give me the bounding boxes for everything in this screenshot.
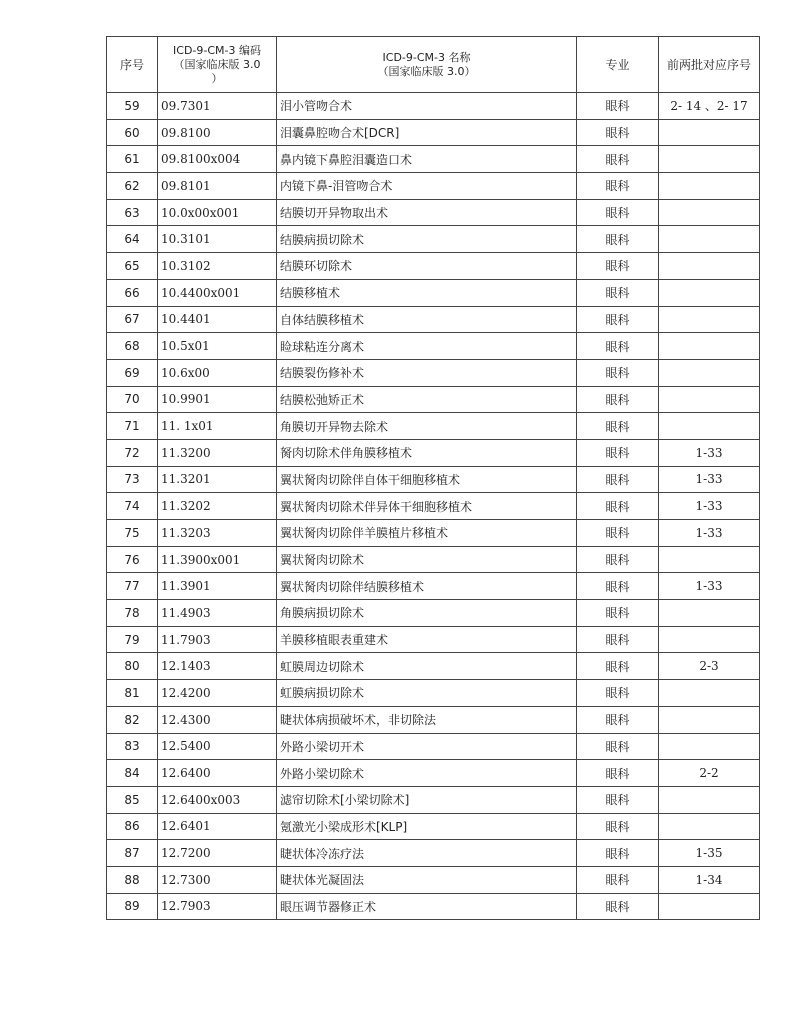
cell-prev [659,119,760,146]
cell-name: 泪囊鼻腔吻合术[DCR] [277,119,577,146]
cell-prev: 2-3 [659,653,760,680]
cell-prev [659,306,760,333]
cell-dept: 眼科 [577,386,659,413]
cell-name: 泪小管吻合术 [277,93,577,120]
table-row [107,493,760,520]
cell-dept: 眼科 [577,306,659,333]
table-row [107,813,760,840]
cell-no: 66 [107,279,158,306]
cell-name: 翼状胬肉切除伴羊膜植片移植术 [277,520,577,547]
table-row [107,893,760,920]
cell-code: 12.4200 [158,680,277,707]
cell-prev [659,680,760,707]
cell-dept: 眼科 [577,866,659,893]
table-row [107,333,760,360]
table-row [107,359,760,386]
cell-code: 12.1403 [158,653,277,680]
cell-code: 11.3200 [158,439,277,466]
cell-code: 09.8100 [158,119,277,146]
table-header-row [107,37,760,93]
cell-name: 睫状体光凝固法 [277,866,577,893]
cell-prev [659,893,760,920]
cell-no: 59 [107,93,158,120]
header-no: 序号 [107,37,158,93]
table-row [107,199,760,226]
cell-name: 睑球粘连分离术 [277,333,577,360]
cell-code: 10.3102 [158,253,277,280]
cell-code: 11.3202 [158,493,277,520]
cell-dept: 眼科 [577,546,659,573]
table-row [107,279,760,306]
cell-name: 外路小梁切除术 [277,760,577,787]
table-row [107,386,760,413]
cell-no: 67 [107,306,158,333]
cell-no: 68 [107,333,158,360]
cell-dept: 眼科 [577,93,659,120]
cell-no: 81 [107,680,158,707]
cell-no: 77 [107,573,158,600]
cell-prev [659,386,760,413]
cell-name: 翼状胬肉切除伴自体干细胞移植术 [277,466,577,493]
cell-name: 翼状胬肉切除术 [277,546,577,573]
cell-dept: 眼科 [577,119,659,146]
cell-no: 70 [107,386,158,413]
cell-code: 10.3101 [158,226,277,253]
cell-no: 71 [107,413,158,440]
cell-prev [659,546,760,573]
cell-name: 结膜病损切除术 [277,226,577,253]
cell-dept: 眼科 [577,733,659,760]
cell-prev [659,253,760,280]
cell-name: 结膜环切除术 [277,253,577,280]
cell-name: 睫状体病损破坏术，非切除法 [277,706,577,733]
cell-prev [659,813,760,840]
cell-no: 73 [107,466,158,493]
cell-dept: 眼科 [577,573,659,600]
cell-no: 85 [107,786,158,813]
cell-dept: 眼科 [577,493,659,520]
table-row [107,786,760,813]
cell-dept: 眼科 [577,653,659,680]
cell-prev [659,413,760,440]
cell-dept: 眼科 [577,333,659,360]
cell-code: 12.4300 [158,706,277,733]
cell-no: 74 [107,493,158,520]
cell-dept: 眼科 [577,706,659,733]
cell-dept: 眼科 [577,893,659,920]
cell-code: 12.6400 [158,760,277,787]
table-row [107,306,760,333]
cell-no: 86 [107,813,158,840]
cell-name: 自体结膜移植术 [277,306,577,333]
table-row [107,173,760,200]
cell-no: 69 [107,359,158,386]
cell-prev [659,786,760,813]
cell-code: 10.5x01 [158,333,277,360]
cell-prev [659,626,760,653]
table-row [107,733,760,760]
cell-code: 09.7301 [158,93,277,120]
table-row [107,866,760,893]
cell-code: 10.4400x001 [158,279,277,306]
table-row [107,626,760,653]
header-prev: 前两批对应序号 [659,37,760,93]
cell-dept: 眼科 [577,226,659,253]
cell-name: 虹膜病损切除术 [277,680,577,707]
cell-name: 角膜切开异物去除术 [277,413,577,440]
cell-prev [659,226,760,253]
cell-prev [659,146,760,173]
header-code-line3: ） [211,71,223,85]
table-row [107,253,760,280]
cell-code: 12.6401 [158,813,277,840]
cell-name: 胬肉切除术伴角膜移植术 [277,439,577,466]
cell-dept: 眼科 [577,813,659,840]
cell-code: 09.8100x004 [158,146,277,173]
cell-code: 09.8101 [158,173,277,200]
cell-no: 79 [107,626,158,653]
cell-name: 滤帘切除术[小梁切除术] [277,786,577,813]
header-dept: 专业 [577,37,659,93]
cell-code: 12.7903 [158,893,277,920]
cell-prev [659,733,760,760]
table-body [107,93,760,920]
cell-dept: 眼科 [577,626,659,653]
cell-dept: 眼科 [577,680,659,707]
table-row [107,93,760,120]
cell-prev [659,173,760,200]
cell-prev: 1-33 [659,493,760,520]
cell-no: 75 [107,520,158,547]
table-row [107,439,760,466]
cell-no: 63 [107,199,158,226]
cell-name: 氪激光小梁成形术[KLP] [277,813,577,840]
cell-no: 89 [107,893,158,920]
cell-code: 10.0x00x001 [158,199,277,226]
table-row [107,546,760,573]
cell-dept: 眼科 [577,760,659,787]
cell-name: 外路小梁切开术 [277,733,577,760]
table-row [107,573,760,600]
cell-no: 87 [107,840,158,867]
cell-no: 62 [107,173,158,200]
cell-code: 10.9901 [158,386,277,413]
cell-code: 12.5400 [158,733,277,760]
cell-code: 11.7903 [158,626,277,653]
table-row [107,600,760,627]
table-row [107,760,760,787]
table-row [107,413,760,440]
cell-no: 76 [107,546,158,573]
header-code-line2: （国家临床版 3.0 [173,57,261,71]
cell-no: 88 [107,866,158,893]
header-code-line1: ICD-9-CM-3 编码 [173,43,261,57]
cell-name: 鼻内镜下鼻腔泪囊造口术 [277,146,577,173]
table-row [107,146,760,173]
cell-no: 61 [107,146,158,173]
cell-prev: 2- 14 、2- 17 [659,93,760,120]
header-code [158,37,277,93]
cell-dept: 眼科 [577,840,659,867]
cell-name: 翼状胬肉切除伴结膜移植术 [277,573,577,600]
cell-code: 11.3901 [158,573,277,600]
cell-code: 11. 1x01 [158,413,277,440]
cell-name: 眼压调节器修正术 [277,893,577,920]
cell-name: 结膜切开异物取出术 [277,199,577,226]
cell-dept: 眼科 [577,520,659,547]
cell-prev [659,279,760,306]
table-row [107,119,760,146]
cell-dept: 眼科 [577,786,659,813]
cell-prev: 1-33 [659,466,760,493]
cell-prev: 1-33 [659,520,760,547]
cell-name: 羊膜移植眼表重建术 [277,626,577,653]
table-row [107,226,760,253]
cell-dept: 眼科 [577,466,659,493]
cell-code: 10.4401 [158,306,277,333]
cell-dept: 眼科 [577,253,659,280]
cell-prev: 1-33 [659,573,760,600]
cell-code: 11.3203 [158,520,277,547]
cell-prev [659,199,760,226]
cell-dept: 眼科 [577,413,659,440]
cell-prev [659,600,760,627]
cell-code: 11.3900x001 [158,546,277,573]
table-row [107,680,760,707]
cell-prev: 1-35 [659,840,760,867]
cell-name: 结膜裂伤修补术 [277,359,577,386]
cell-code: 11.4903 [158,600,277,627]
table-row [107,466,760,493]
cell-prev: 2-2 [659,760,760,787]
table-row [107,653,760,680]
cell-dept: 眼科 [577,173,659,200]
cell-name: 内镜下鼻-泪管吻合术 [277,173,577,200]
cell-no: 60 [107,119,158,146]
cell-dept: 眼科 [577,359,659,386]
cell-no: 64 [107,226,158,253]
header-name-line1: ICD-9-CM-3 名称 [382,50,471,64]
cell-code: 10.6x00 [158,359,277,386]
cell-name: 睫状体冷冻疗法 [277,840,577,867]
table-row [107,520,760,547]
cell-dept: 眼科 [577,146,659,173]
procedure-table [106,36,760,920]
header-name-line2: （国家临床版 3.0） [377,64,476,78]
cell-prev [659,706,760,733]
table-row [107,840,760,867]
cell-name: 结膜移植术 [277,279,577,306]
cell-code: 12.7300 [158,866,277,893]
cell-dept: 眼科 [577,600,659,627]
cell-dept: 眼科 [577,439,659,466]
cell-prev [659,359,760,386]
cell-name: 虹膜周边切除术 [277,653,577,680]
table-row [107,706,760,733]
cell-no: 65 [107,253,158,280]
cell-no: 83 [107,733,158,760]
cell-dept: 眼科 [577,199,659,226]
cell-no: 84 [107,760,158,787]
cell-no: 72 [107,439,158,466]
cell-prev: 1-34 [659,866,760,893]
cell-code: 12.7200 [158,840,277,867]
cell-no: 80 [107,653,158,680]
header-name [277,37,577,93]
cell-no: 82 [107,706,158,733]
cell-name: 结膜松弛矫正术 [277,386,577,413]
cell-name: 角膜病损切除术 [277,600,577,627]
cell-code: 11.3201 [158,466,277,493]
cell-prev: 1-33 [659,439,760,466]
cell-code: 12.6400x003 [158,786,277,813]
cell-prev [659,333,760,360]
cell-dept: 眼科 [577,279,659,306]
cell-name: 翼状胬肉切除术伴异体干细胞移植术 [277,493,577,520]
cell-no: 78 [107,600,158,627]
